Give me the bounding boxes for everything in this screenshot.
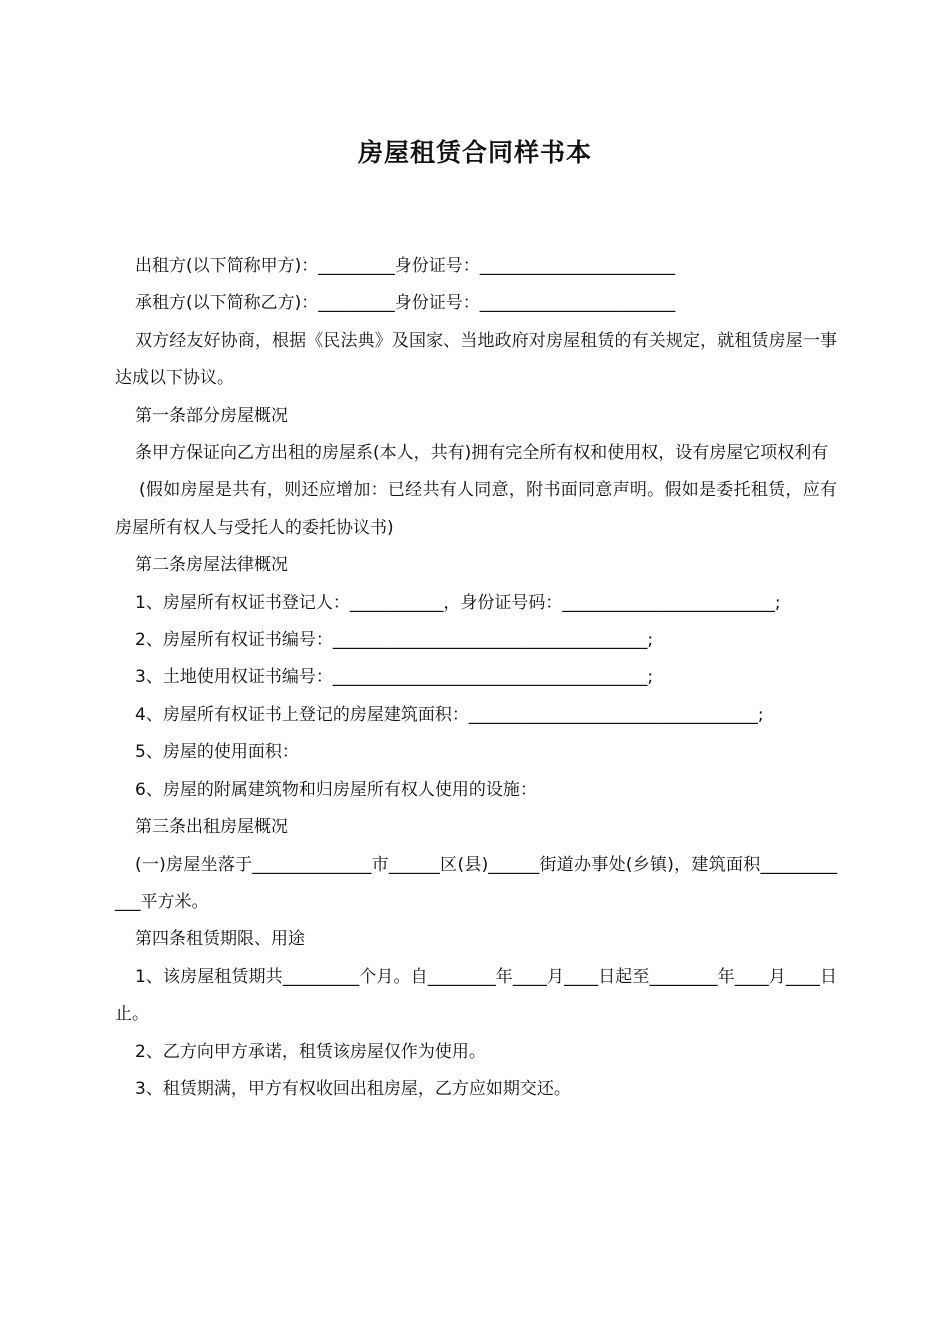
article-3-heading: 第三条出租房屋概况 [135, 817, 288, 838]
article-2-item-1: 1、房屋所有权证书登记人：___________，身份证号码：_________________________; [135, 592, 781, 613]
article-4-item-1: 1、该房屋租赁期共_________个月。自________年____月____日起至________年____月____日止。 [115, 966, 837, 1025]
article-3-item-1: (一)房屋坐落于______________市______区(县)______街道办事处(乡镇)，建筑面积____________平方米。 [115, 854, 837, 912]
article-2-item-5: 5、房屋的使用面积： [135, 742, 299, 763]
article-4-item-3: 3、租赁期满，甲方有权收回出租房屋，乙方应如期交还。 [135, 1078, 571, 1099]
preamble-paragraph: 双方经友好协商，根据《民法典》及国家、当地政府对房屋租赁的有关规定，就租赁房屋一事达成以下协议。 [115, 330, 837, 389]
article-4-item-2: 2、乙方向甲方承诺，租赁该房屋仅作为使用。 [135, 1041, 486, 1062]
document-body [115, 248, 837, 1108]
article-2-heading: 第二条房屋法律概况 [135, 555, 288, 576]
article-1-paragraph: 条甲方保证向乙方出租的房屋系(本人，共有)拥有完全所有权和使用权，设有房屋它项权利有 [135, 443, 829, 464]
document-title: 房屋租赁合同样书本 [357, 138, 592, 167]
article-1-heading: 第一条部分房屋概况 [135, 405, 288, 426]
lessor-line: 出租方(以下简称甲方)：_________身份证号：_______________________ [135, 256, 676, 276]
lessee-line: 承租方(以下简称乙方)：_________身份证号：_______________________ [135, 293, 676, 314]
article-2-item-4: 4、房屋所有权证书上登记的房屋建筑面积：__________________________________; [135, 704, 764, 725]
article-2-item-3: 3、土地使用权证书编号：_____________________________________; [135, 667, 654, 688]
article-2-item-6: 6、房屋的附属建筑物和归房屋所有权人使用的设施： [135, 779, 537, 800]
article-1-note: (假如房屋是共有，则还应增加：已经共有人同意，附书面同意声明。假如是委托租赁，应有房屋所有权人与受托人的委托协议书) [115, 480, 837, 538]
article-4-heading: 第四条租赁期限、用途 [135, 929, 305, 950]
article-2-item-2: 2、房屋所有权证书编号：_____________________________________; [135, 630, 654, 651]
